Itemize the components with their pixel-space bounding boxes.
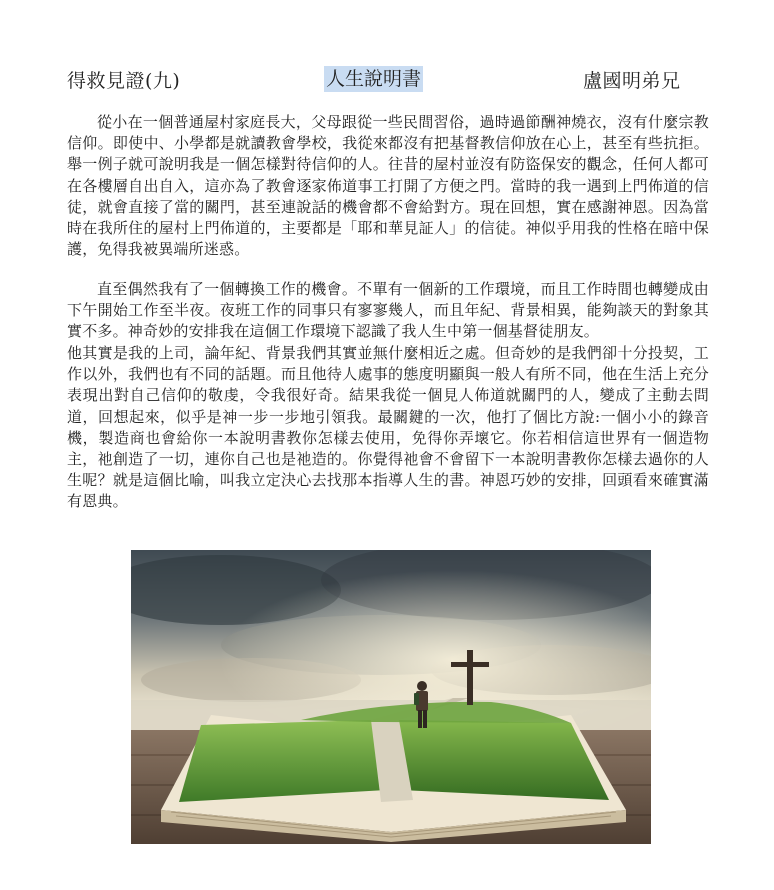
paragraph-3: 他其實是我的上司，論年紀、背景我們其實並無什麼相近之處。但奇妙的是我們卻十分投契，工作以外，我們也有不同的話題。而且他待人處事的態度明顯與一般人有所不同，他在生活上充分表現出對自己信仰的敬虔，令我很好奇。結果我從一個見人佈道就關門的人，變成了主動去問道，回想起來，似乎是神一步一步地引領我。最關鍵的一次，他打了個比方說:一個小小的錄音機，製造商也會給你一本說明書教你怎樣去使用，免得你弄壞它。你若相信這世界有一個造物主，祂創造了一切，連你自己也是祂造的。你覺得祂會不會留下一本說明書教你怎樣去過你的人生呢？就是這個比喻，叫我立定決心去找那本指導人生的書。神恩巧妙的安排，回頭看來確實滿有恩典。 <box>67 344 709 511</box>
paragraph-2: 直至偶然我有了一個轉換工作的機會。不單有一個新的工作環境，而且工作時間也轉變成由下午開始工作至半夜。夜班工作的同事只有寥寥幾人，而且年紀、背景相異，能夠談天的對象其實不多。神奇妙的安排我在這個工作環境下認識了我人生中第一個基督徒朋友。 <box>67 280 709 341</box>
illustration-image <box>131 550 651 844</box>
paragraph-1: 從小在一個普通屋村家庭長大，父母跟從一些民間習俗，過時過節酬神燒衣，沒有什麼宗教信仰。即使中、小學都是就讀教會學校，我從來都沒有把基督教信仰放在心上，甚至有些抗拒。舉一例子就可說明我是一個怎樣對待信仰的人。往昔的屋村並沒有防盜保安的觀念，任何人都可在各樓層自出自入，這亦為了教會逐家佈道事工打開了方便之門。當時的我一遇到上門佈道的信徒，就會直接了當的關門，甚至連說話的機會都不會給對方。現在回想，實在感謝神恩。因為當時在我所住的屋村上門佈道的，主要都是「耶和華見証人」的信徒。神似乎用我的性格在暗中保護，免得我被異端所迷惑。 <box>67 113 709 259</box>
document-title: 得救見證(九) <box>67 70 181 92</box>
body-section-3 <box>67 343 709 513</box>
document-heading[interactable]: 人生說明書 <box>326 68 422 90</box>
body-section-1 <box>67 112 709 260</box>
header-row <box>0 66 774 96</box>
body-section-2 <box>67 279 709 343</box>
document-author: 盧國明弟兄 <box>583 70 681 92</box>
bible-path-illustration <box>131 550 651 844</box>
